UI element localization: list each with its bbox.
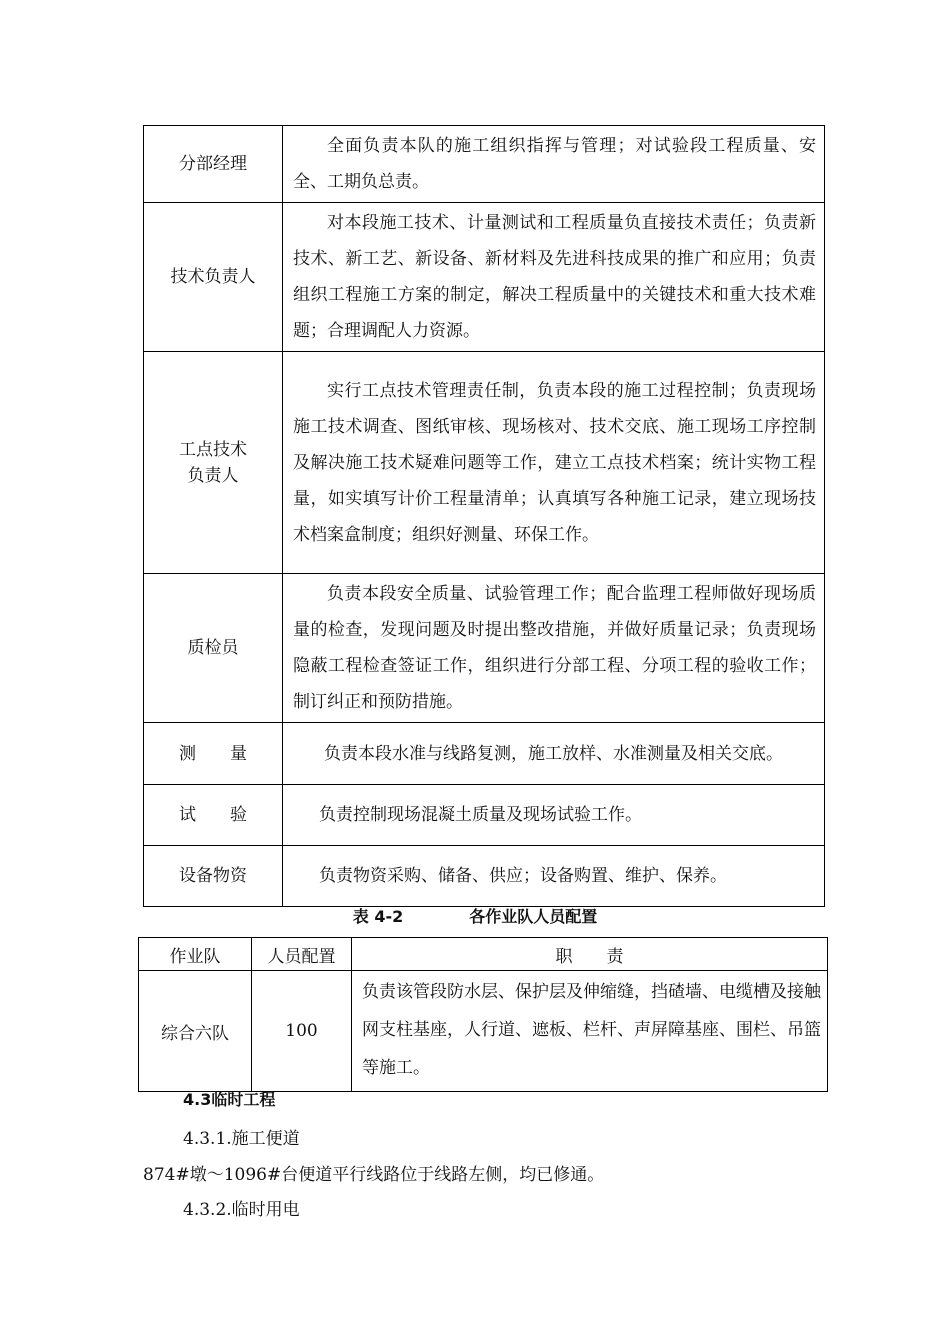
table-row [144,846,825,907]
table-row [144,352,825,574]
role-cell: 分部经理 [144,126,283,203]
role-cell: 试 验 [144,785,283,846]
column-header: 人员配置 [252,938,352,971]
duty-cell: 负责控制现场混凝土质量及现场试验工作。 [283,785,825,846]
duty-cell: 全面负责本队的施工组织指挥与管理；对试验段工程质量、安全、工期负总责。 [283,126,825,203]
duty-cell: 负责物资采购、储备、供应；设备购置、维护、保养。 [283,846,825,907]
role-line: 负责人 [187,465,239,486]
column-header: 职 责 [352,938,828,971]
role-cell: 设备物资 [144,846,283,907]
table-row [144,574,825,723]
duty-cell: 负责本段水准与线路复测，施工放样、水准测量及相关交底。 [283,723,825,785]
role-cell [144,352,283,574]
table-row [144,203,825,352]
column-header: 作业队 [139,938,252,971]
table-header-row [139,938,828,971]
team-table [138,937,828,1092]
table-title: 各作业队人员配置 [469,907,598,926]
table-row [144,126,825,203]
role-cell: 质检员 [144,574,283,723]
count-cell: 100 [252,971,352,1092]
paragraph: 874#墩～1096#台便道平行线路位于线路左侧，均已修通。 [143,1165,605,1185]
section-title: 4.3临时工程 [183,1090,276,1109]
role-cell: 测 量 [144,723,283,785]
duty-cell: 对本段施工技术、计量测试和工程质量负直接技术责任；负责新技术、新工艺、新设备、新材料及先进科技成果的推广和应用；负责组织工程施工方案的制定，解决工程质量中的关键技术和重大技术难题；合理调配人力资源。 [283,203,825,352]
duty-cell: 实行工点技术管理责任制，负责本段的施工过程控制；负责现场施工技术调查、图纸审核、现场核对、技术交底、施工现场工序控制及解决施工技术疑难问题等工作，建立工点技术档案；统计实物工程量，如实填写计价工程量清单；认真填写各种施工记录，建立现场技术档案盒制度；组织好测量、环保工作。 [283,352,825,574]
subsection-heading: 4.3.1.施工便道 [183,1129,300,1149]
subsection-heading: 4.3.2.临时用电 [183,1200,300,1220]
role-line: 工点技术 [179,439,247,460]
table-row [139,971,828,1092]
role-cell: 技术负责人 [144,203,283,352]
table-row [144,723,825,785]
table-caption [0,904,950,927]
duty-cell: 负责本段安全质量、试验管理工作；配合监理工程师做好现场质量的检查，发现问题及时提出整改措施，并做好质量记录；负责现场隐蔽工程检查签证工作，组织进行分部工程、分项工程的验收工作；制订纠正和预防措施。 [283,574,825,723]
table-row [144,785,825,846]
roles-table [143,125,825,907]
table-number: 表 4-2 [352,907,404,926]
duty-cell: 负责该管段防水层、保护层及伸缩缝，挡碴墙、电缆槽及接触网支柱基座，人行道、遮板、栏杆、声屏障基座、围栏、吊篮等施工。 [352,971,828,1092]
team-cell: 综合六队 [139,971,252,1092]
